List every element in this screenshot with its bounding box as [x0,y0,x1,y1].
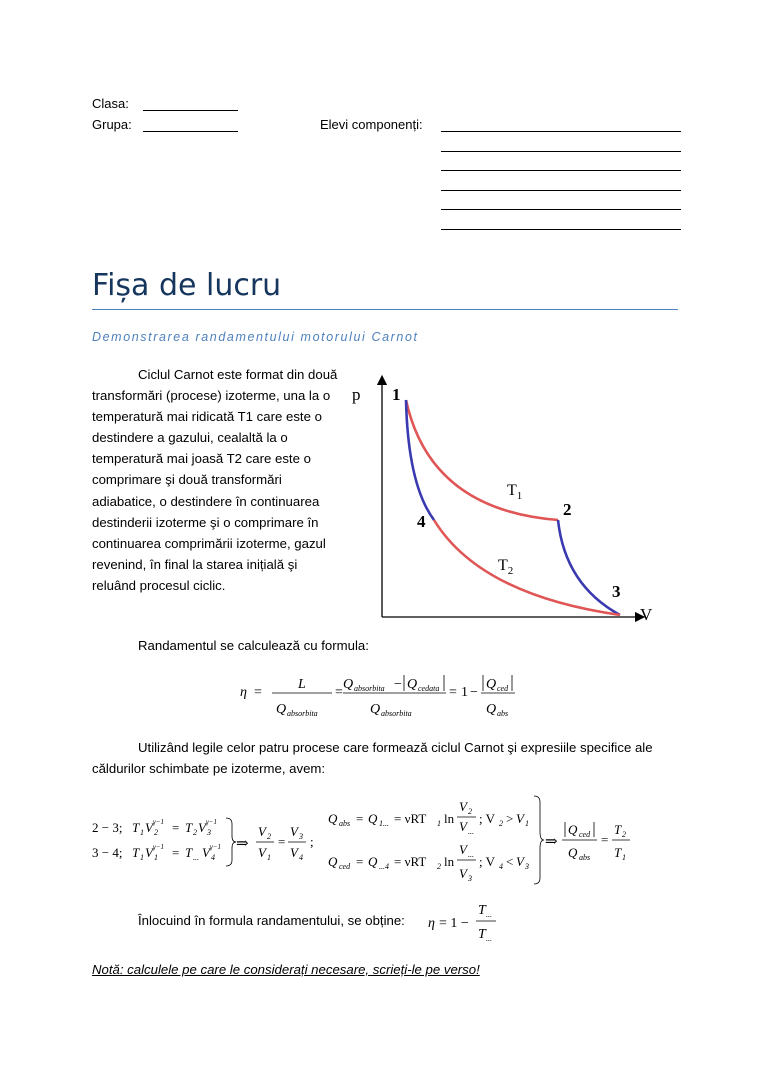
clasa-label: Clasa: [92,96,129,111]
point-3-label: 3 [612,582,621,601]
footer-note: Notă: calculele pe care le considerați necesare, scrieți-le pe verso! [92,962,480,977]
svg-text:1: 1 [140,828,144,837]
svg-text:; V: ; V [479,854,496,869]
svg-text:V: V [145,820,153,835]
svg-text:abs: abs [339,819,351,828]
elev-field-2[interactable] [441,151,681,152]
grupa-label: Grupa: [92,117,132,132]
svg-text:γ−1: γ−1 [153,843,164,851]
svg-text:ced: ced [497,684,509,693]
svg-text:=: = [254,685,262,700]
svg-text:γ−1: γ−1 [153,818,164,826]
svg-text:Q: Q [368,854,378,869]
svg-text:ln: ln [444,854,455,869]
svg-text:ced: ced [339,862,351,871]
svg-text:1: 1 [622,853,626,862]
svg-text:V: V [258,845,266,860]
svg-text:T: T [132,820,140,835]
svg-text:γ−1: γ−1 [206,818,217,826]
svg-text:V: V [459,842,467,857]
svg-text:ln: ln [444,811,455,826]
svg-text:V: V [258,824,266,839]
svg-text:3: 3 [525,862,529,871]
adiabat-2-3-curve [558,520,620,615]
svg-text:;: ; [310,834,314,849]
svg-text:2: 2 [193,828,197,837]
page-title: Fișa de lucru [92,268,282,303]
svg-text:V: V [516,854,524,869]
svg-text:...: ... [468,827,474,836]
util-text: Utilizând legile celor patru procese care formează ciclul Carnot şi expresiile specifice ale căldurilor schimbate pe izoterme, avem: [92,740,653,776]
svg-text:=: = [335,685,343,700]
svg-text:⇒: ⇒ [236,836,249,852]
svg-text:1: 1 [461,685,468,700]
svg-text:η: η [428,916,435,931]
title-divider [92,309,678,310]
replace-text: Înlocuind în formula randamentului, se obține: [138,913,405,928]
svg-text:abs: abs [579,853,591,862]
formula-intro-text: Randamentul se calculează cu formula: [138,638,369,653]
clasa-field[interactable] [143,110,238,111]
svg-text:...: ... [468,850,474,859]
svg-text:3: 3 [299,832,303,841]
svg-text:=: = [356,811,364,826]
svg-text:V: V [198,820,206,835]
v-axis-label: V [640,605,653,624]
svg-text:abs: abs [497,709,509,718]
svg-text:...4: ...4 [379,862,389,871]
point-2-label: 2 [563,500,572,519]
elev-field-4[interactable] [441,190,681,191]
isotherm-t2-label: $T_2$ [498,557,514,577]
svg-text:V: V [459,866,467,881]
svg-text:4: 4 [499,862,503,871]
point-4-label: 4 [417,512,426,531]
svg-text:<: < [506,854,514,869]
svg-text:Q: Q [328,811,338,826]
intro-text: Ciclul Carnot este format din două transformări (procese) izoterme, una la o temperatură mai ridicată T1 care este o destindere a gazului, cealaltă la o temperatură mai joasă T2 care este o comprimare şi două transformări adiabatice, o destindere în continuarea destinderii izoterme şi o comprimare în continuarea comprimării izoterme, gazul revenind, în final la starea inițială şi reluând procesul ciclic. [92,367,338,593]
svg-text:2: 2 [154,828,158,837]
svg-text:T: T [185,845,193,860]
svg-text:T: T [478,903,486,918]
grupa-field[interactable] [143,131,238,132]
svg-text:3 − 4;: 3 − 4; [92,845,123,860]
svg-text:η: η [240,685,247,700]
svg-text:T: T [185,820,193,835]
svg-text:...: ... [193,853,199,862]
svg-text:=: = [449,685,457,700]
svg-text:absorbita: absorbita [354,684,385,693]
svg-text:1: 1 [267,853,271,862]
svg-text:−: − [470,685,478,700]
svg-text:1: 1 [154,853,158,862]
svg-text:−: − [394,677,402,692]
derivation-equations [90,790,650,890]
svg-text:Q: Q [407,677,418,692]
svg-text:Q: Q [343,677,354,692]
svg-text:cedata: cedata [418,684,440,693]
svg-text:Q: Q [368,811,378,826]
svg-text:2: 2 [437,862,441,871]
svg-text:2: 2 [622,830,626,839]
isotherm-t2-curve [434,520,620,615]
svg-text:T: T [478,927,486,942]
page-subtitle: Demonstrarea randamentului motorului Carnot [92,330,419,344]
svg-text:Q: Q [328,854,338,869]
svg-text:4: 4 [299,853,303,862]
carnot-pv-diagram [340,370,670,635]
svg-text:V: V [459,819,467,834]
elev-field-5[interactable] [441,209,681,210]
svg-text:ced: ced [579,830,591,839]
svg-text:2: 2 [267,832,271,841]
svg-text:Q: Q [486,702,497,717]
svg-text:=: = [278,834,286,849]
svg-text:>: > [506,811,514,826]
p-axis-label: p [352,385,361,404]
isotherm-t1-label: $T_1$ [507,482,523,502]
svg-text:V: V [290,845,298,860]
svg-text:3: 3 [207,828,211,837]
svg-text:1...: 1... [379,819,389,828]
svg-text:2: 2 [499,819,503,828]
svg-text:Q: Q [486,677,497,692]
intro-paragraph [92,364,342,596]
elev-field-3[interactable] [441,170,681,171]
svg-text:absorbita: absorbita [381,709,412,718]
svg-text:1: 1 [525,819,529,828]
svg-text:=: = [172,820,180,835]
svg-text:= νRT: = νRT [394,811,427,826]
svg-text:; V: ; V [479,811,496,826]
svg-text:V: V [202,845,210,860]
svg-text:Q: Q [568,822,578,837]
svg-text:L: L [298,677,306,692]
svg-text:1: 1 [437,819,441,828]
svg-text:γ−1: γ−1 [210,843,221,851]
svg-text:= 1 −: = 1 − [439,916,469,931]
elevi-label: Elevi componenți: [320,117,423,132]
elev-field-6[interactable] [441,229,681,230]
util-paragraph [92,737,692,779]
svg-text:=: = [601,832,609,847]
svg-text:Q: Q [276,702,287,717]
svg-text:⇒: ⇒ [545,834,558,850]
svg-text:2 − 3;: 2 − 3; [92,820,123,835]
svg-text:T: T [614,822,622,837]
svg-text:= νRT: = νRT [394,854,427,869]
svg-text:4: 4 [211,853,215,862]
svg-text:V: V [145,845,153,860]
svg-text:...: ... [486,934,492,943]
svg-text:V: V [459,799,467,814]
svg-text:absorbita: absorbita [287,709,318,718]
svg-text:=: = [172,845,180,860]
result-formula [428,900,508,944]
svg-text:...: ... [486,910,492,919]
svg-text:V: V [516,811,524,826]
svg-text:T: T [614,845,622,860]
svg-text:V: V [290,824,298,839]
elev-field-1[interactable] [441,131,681,132]
point-1-label: 1 [392,385,401,404]
svg-text:Q: Q [568,845,578,860]
svg-text:T: T [132,845,140,860]
svg-text:2: 2 [468,807,472,816]
svg-text:=: = [356,854,364,869]
svg-text:Q: Q [370,702,381,717]
efficiency-formula [240,668,540,724]
svg-text:1: 1 [140,853,144,862]
svg-text:3: 3 [468,874,472,883]
isotherm-t1-curve [406,400,558,520]
